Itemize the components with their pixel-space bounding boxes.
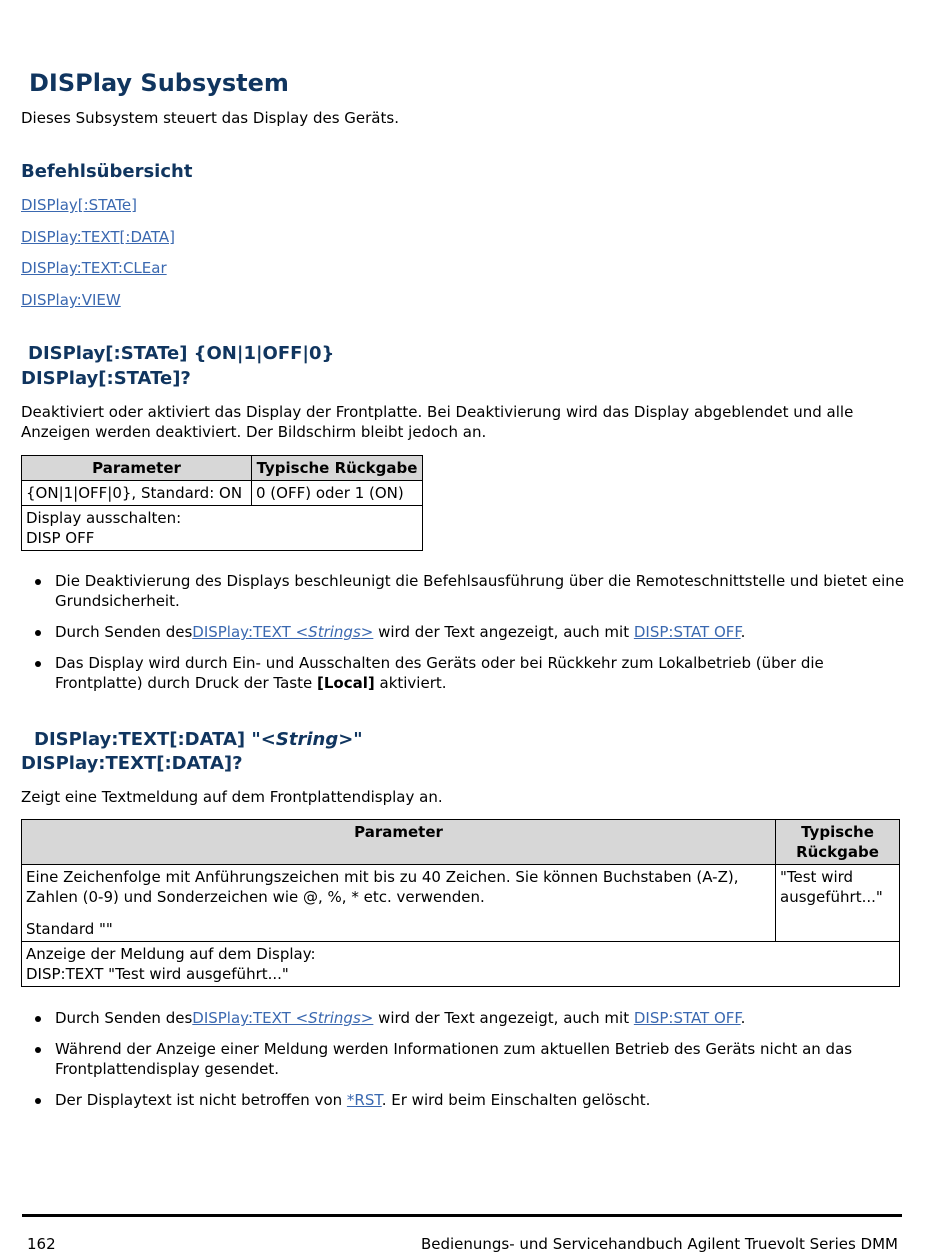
page-title: DISPlay Subsystem [29,69,289,97]
state-parameter-table [21,455,423,551]
link-display-view[interactable]: DISPlay:VIEW [21,291,121,309]
table-example [22,942,900,987]
table-cell-return: 0 (OFF) oder 1 (ON) [252,481,423,506]
example-line2: DISP:TEXT "Test wird ausgeführt..." [26,965,289,983]
page-number: 162 [27,1235,56,1253]
table-cell-return: "Test wird ausgeführt..." [776,865,900,942]
footer-title: Bedienungs- und Servicehandbuch Agilent Truevolt Series DMM [420,1235,898,1253]
table-example [22,506,423,551]
table-cell-parameter: {ON|1|OFF|0}, Standard: ON [22,481,252,506]
link-display-text-data[interactable]: DISPlay:TEXT[:DATA] [21,228,175,246]
text-bullet-list [21,1008,906,1121]
list-item: Während der Anzeige einer Meldung werden Informationen zum aktuellen Betrieb des Geräts nicht an das Frontplattendisplay gesendet. [21,1039,906,1079]
state-heading-line1: DISPlay[:STATe] {ON|1|OFF|0} [28,343,335,364]
link-display-text-string[interactable]: DISPlay:TEXT <Strings> [192,1009,374,1027]
example-line1: Anzeige der Meldung auf dem Display: [26,945,316,963]
text-description: Zeigt eine Textmeldung auf dem Frontplattendisplay an. [21,788,443,806]
list-item: Das Display wird durch Ein- und Ausschalten des Geräts oder bei Rückkehr zum Lokalbetrieb (über die Frontplatte) durch Druck der Taste [Local] aktiviert. [21,653,906,693]
table-header-parameter: Parameter [22,456,252,481]
text-heading-line2: DISPlay:TEXT[:DATA]? [21,753,243,774]
list-item: Durch Senden desDISPlay:TEXT <Strings> wird der Text angezeigt, auch mit DISP:STAT OFF. [21,1008,906,1028]
link-display-state[interactable]: DISPlay[:STATe] [21,196,137,214]
text-heading-line1: DISPlay:TEXT[:DATA] "<String>" [34,729,363,750]
link-display-text-string[interactable]: DISPlay:TEXT <Strings> [192,623,374,641]
local-key-label: [Local] [317,674,375,692]
link-disp-stat-off[interactable]: DISP:STAT OFF [633,1009,741,1027]
intro-text: Dieses Subsystem steuert das Display des Geräts. [21,109,399,127]
example-line2: DISP OFF [26,529,95,547]
state-bullet-list [21,571,906,704]
text-parameter-table [21,819,900,987]
table-header-parameter: Parameter [22,820,776,865]
table-cell-parameter: Eine Zeichenfolge mit Anführungszeichen mit bis zu 40 Zeichen. Sie können Buchstaben (A-Z), Zahlen (0-9) und Sonderzeichen wie @, %, * etc. verwenden. Standard "" [22,865,776,942]
footer-divider [22,1214,902,1217]
link-display-text-clear[interactable]: DISPlay:TEXT:CLEar [21,259,167,277]
overview-heading: Befehlsübersicht [21,161,193,182]
example-line1: Display ausschalten: [26,509,182,527]
list-item: Die Deaktivierung des Displays beschleunigt die Befehlsausführung über die Remoteschnittstelle und bietet eine Grundsicherheit. [21,571,906,611]
list-item: Durch Senden desDISPlay:TEXT <Strings> wird der Text angezeigt, auch mit DISP:STAT OFF. [21,622,906,642]
state-description: Deaktiviert oder aktiviert das Display der Frontplatte. Bei Deaktivierung wird das Display abgeblendet und alle Anzeigen werden deaktiviert. Der Bildschirm bleibt jedoch an. [21,403,854,441]
link-rst[interactable]: *RST [346,1091,382,1109]
list-item: Der Displaytext ist nicht betroffen von *RST. Er wird beim Einschalten gelöscht. [21,1090,906,1110]
state-heading-line2: DISPlay[:STATe]? [21,368,191,389]
table-header-return: Typische Rückgabe [776,820,900,865]
link-disp-stat-off[interactable]: DISP:STAT OFF [633,623,741,641]
table-header-return: Typische Rückgabe [252,456,423,481]
